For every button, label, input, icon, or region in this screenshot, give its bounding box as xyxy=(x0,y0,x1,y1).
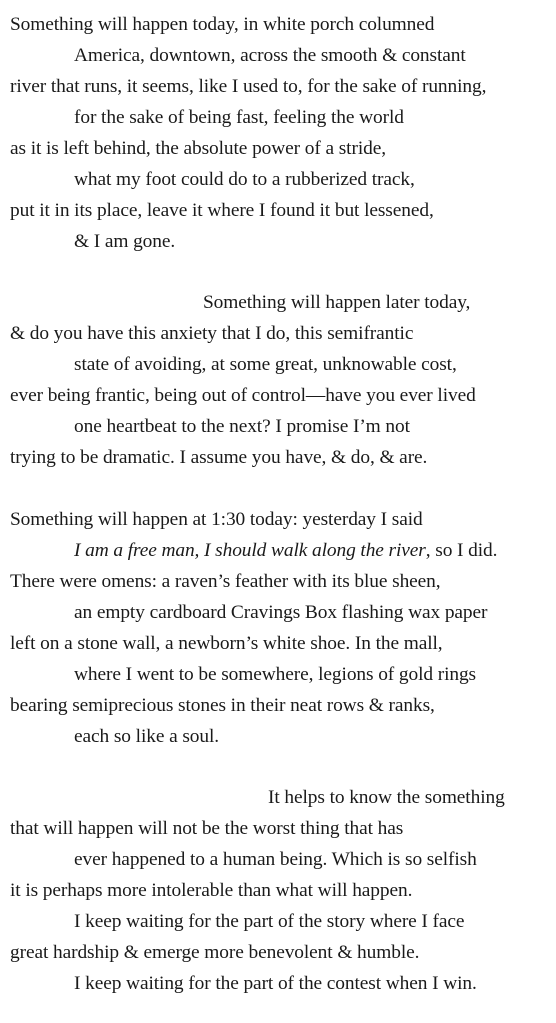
poem-line: state of avoiding, at some great, unknowable cost, xyxy=(74,354,457,375)
poem-line: Something will happen at 1:30 today: yesterday I said xyxy=(10,509,423,530)
poem-line: bearing semiprecious stones in their neat rows & ranks, xyxy=(10,695,435,716)
poem-line xyxy=(74,538,497,564)
poem-line: & I am gone. xyxy=(74,231,176,252)
poem-line: an empty cardboard Cravings Box flashing wax paper xyxy=(74,602,488,623)
poem-line-rest: , so I did. xyxy=(425,540,498,561)
poem-line: put it in its place, leave it where I found it but lessened, xyxy=(10,200,434,221)
poem-line: left on a stone wall, a newborn’s white shoe. In the mall, xyxy=(10,633,443,654)
poem-line: as it is left behind, the absolute power of a stride, xyxy=(10,138,386,159)
poem-line: It helps to know the something xyxy=(268,787,505,808)
poem-line: where I went to be somewhere, legions of gold rings xyxy=(74,664,476,685)
poem-line: for the sake of being fast, feeling the world xyxy=(74,107,404,128)
poem-line: I keep waiting for the part of the story where I face xyxy=(74,911,465,932)
poem-line: that will happen will not be the worst thing that has xyxy=(10,818,404,839)
poem-line-italic: I am a free man, I should walk along the river xyxy=(74,540,426,561)
poem-line: I keep waiting for the part of the contest when I win. xyxy=(74,973,477,994)
poem-line: what my foot could do to a rubberized track, xyxy=(74,169,415,190)
poem-line: Something will happen today, in white porch columned xyxy=(10,14,435,35)
poem-line: & do you have this anxiety that I do, this semifrantic xyxy=(10,323,414,344)
poem-line: river that runs, it seems, like I used to, for the sake of running, xyxy=(10,76,487,97)
poem-line: Something will happen later today, xyxy=(203,292,471,313)
poem-line: great hardship & emerge more benevolent & humble. xyxy=(10,942,420,963)
poem-line: ever being frantic, being out of control—have you ever lived xyxy=(10,385,476,406)
poem-line: There were omens: a raven’s feather with its blue sheen, xyxy=(10,571,441,592)
poem-line: each so like a soul. xyxy=(74,726,220,747)
poem-line: it is perhaps more intolerable than what will happen. xyxy=(10,880,413,901)
poem-line: ever happened to a human being. Which is so selfish xyxy=(74,849,477,870)
poem-line: one heartbeat to the next? I promise I’m not xyxy=(74,416,410,437)
poem-line: trying to be dramatic. I assume you have, & do, & are. xyxy=(10,447,428,468)
poem-line: America, downtown, across the smooth & constant xyxy=(74,45,466,66)
